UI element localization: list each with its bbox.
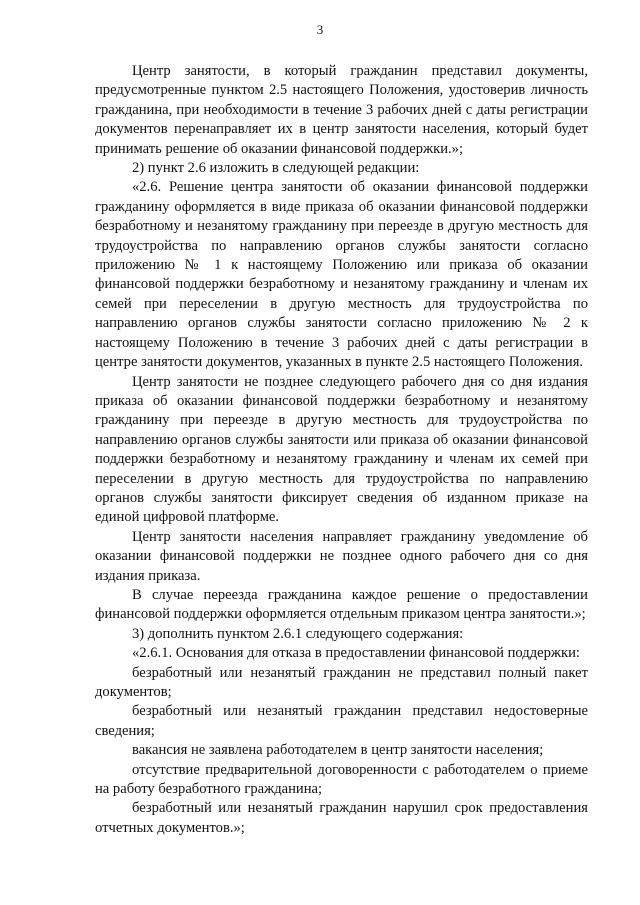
paragraph-8: «2.6.1. Основания для отказа в предоставлении финансовой поддержки: xyxy=(132,645,580,662)
paragraph-5: Центр занятости населения направляет гражданину уведомление об оказании финансовой поддержки не позднее одного рабочего дня со дня издания приказа. xyxy=(95,528,588,584)
page-number: 3 xyxy=(316,22,324,37)
paragraph-2: 2) пункт 2.6 изложить в следующей редакции: xyxy=(132,160,420,177)
paragraph-10: безработный или незанятый гражданин представил недостоверные сведения; xyxy=(95,703,588,739)
paragraph-13: безработный или незанятый гражданин нарушил срок предоставления отчетных документов.»; xyxy=(95,800,588,836)
paragraph-9: безработный или незанятый гражданин не представил полный пакет документов; xyxy=(95,664,588,700)
paragraph-7: 3) дополнить пунктом 2.6.1 следующего содержания: xyxy=(132,625,464,642)
paragraph-11: вакансия не заявлена работодателем в центр занятости населения; xyxy=(132,742,544,759)
document-body xyxy=(95,62,588,838)
paragraph-4: Центр занятости не позднее следующего рабочего дня со дня издания приказа об оказании финансовой поддержки безработному и незанятому гражданину при переезде в другую местность для трудоустройства по направлению органов службы занятости или приказа об оказании финансовой поддержки безработному и незанятому гражданину и членам их семей при переселении в другую местность для трудоустройства по направлению органов службы занятости фиксирует сведения об изданном приказе на единой цифровой платформе. xyxy=(95,373,588,526)
paragraph-12: отсутствие предварительной договоренности с работодателем о приеме на работу безработного гражданина; xyxy=(95,761,588,798)
paragraph-1: Центр занятости, в который гражданин представил документы, предусмотренные пунктом 2.5 настоящего Положения, удостоверив личность гражданина, при необходимости в течение 3 рабочих дней с даты регистрации документов перенаправляет их в центр занятости населения, который будет принимать решение об оказании финансовой поддержки.»; xyxy=(95,63,588,157)
paragraph-3: «2.6. Решение центра занятости об оказании финансовой поддержки гражданину оформляется в виде приказа об оказании финансовой поддержки безработному и незанятому гражданину при переезде в другую местность для трудоустройства по направлению органов службы занятости согласно приложению № 1 к настоящему Положению или приказа об оказании финансовой поддержки безработному и незанятому гражданину и членам их семей при переселении в другую местность для трудоустройства по направлению органов службы занятости согласно приложению № 2 к настоящему Положению в течение 3 рабочих дней с даты регистрации в центре занятости документов, указанных в пункте 2.5 настоящего Положения. xyxy=(95,179,588,371)
paragraph-6: В случае переезда гражданина каждое решение о предоставлении финансовой поддержки оформляется отдельным приказом центра занятости.»; xyxy=(95,586,588,623)
